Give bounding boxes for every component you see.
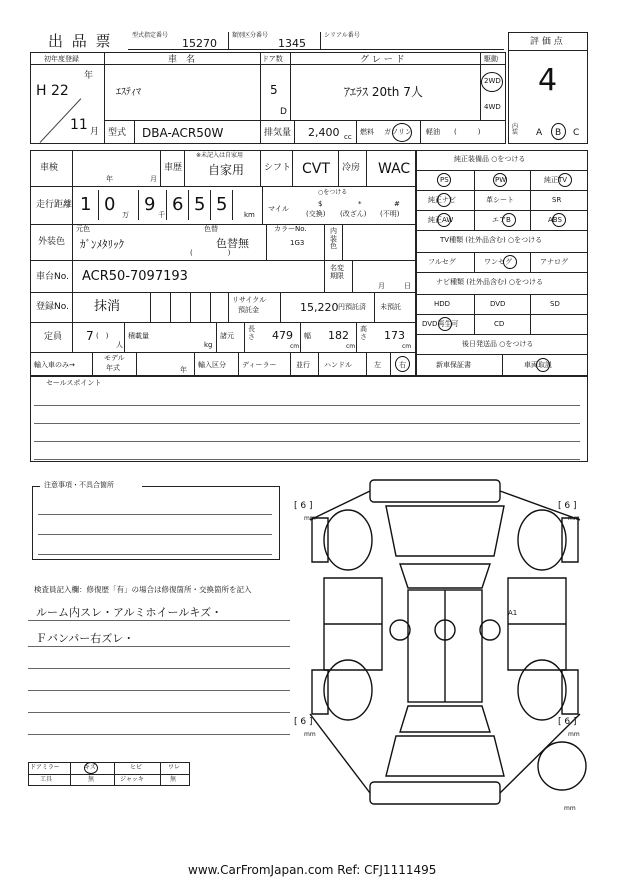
- aw-circle: [437, 213, 451, 227]
- abs-circle: [552, 213, 566, 227]
- serial-label: シリアル番号: [324, 32, 360, 39]
- manual-circle: [536, 358, 550, 372]
- car-name: ｴｽﾃｨﾏ: [116, 87, 141, 98]
- notes-label: 注意事項・不具合箇所: [44, 481, 114, 489]
- width-value: 182: [328, 329, 349, 342]
- first-reg-month: 11: [70, 117, 88, 133]
- score-label: 評 価 点: [530, 37, 563, 47]
- sales-point-label: セールスポイント: [46, 379, 102, 387]
- history-value: 自家用: [208, 163, 245, 177]
- model-year-label-1: モデル: [104, 354, 125, 362]
- fuel-gasoline-circle: [392, 123, 412, 142]
- tire-rr-value: [ 6 ]: [558, 717, 577, 727]
- tire-rl-value: [ 6 ]: [294, 717, 313, 727]
- class-no-value: 1345: [278, 37, 306, 50]
- mileage-digit-3: 9: [144, 194, 156, 215]
- inspection-label: 車検: [40, 163, 59, 173]
- drive-2wd-circle: [481, 72, 503, 92]
- model-cert-value: 15270: [182, 37, 217, 50]
- ps-circle: [437, 173, 451, 187]
- mileage-label: 走行距離: [36, 200, 73, 210]
- form-title: 出 品 票: [48, 32, 113, 50]
- tv-circle: [558, 173, 572, 187]
- navi-circle: [437, 193, 451, 207]
- tv-header: TV種類 (社外品含む) ○をつける: [440, 236, 543, 244]
- displacement-label: 排気量: [264, 128, 292, 138]
- note-line-2: Ｆバンパー右ズレ・: [36, 632, 135, 645]
- history-label: 車歴: [164, 163, 183, 173]
- model-type: DBA-ACR50W: [142, 126, 224, 140]
- fuel-gasoline: ガソリン: [384, 128, 412, 136]
- chassis-value: ACR50-7097193: [82, 269, 188, 284]
- fuel-diesel: 軽油: [426, 128, 440, 136]
- first-reg-era: H 22: [36, 83, 69, 99]
- recycle-label-2: 預託金: [238, 306, 259, 314]
- ac-value: WAC: [378, 161, 411, 177]
- class-no-label: 類別区分番号: [232, 32, 269, 39]
- color-change-value: 色替無: [216, 237, 249, 250]
- registration-value: 抹消: [94, 299, 121, 314]
- grade-value: ｱｴﾗｽ 20th 7人: [344, 85, 423, 99]
- interior-color-label: 内装色: [330, 227, 337, 251]
- notes-box: [32, 486, 280, 560]
- shift-label: シフト: [264, 163, 292, 173]
- color-no-value: 1G3: [290, 239, 305, 247]
- color-label: 外装色: [38, 237, 66, 247]
- score-value: 4: [538, 63, 558, 98]
- first-reg-label: 初年度登録: [44, 55, 79, 63]
- mileage-digit-6: 5: [216, 194, 228, 215]
- tool-circle: [84, 762, 98, 774]
- later-header: 後日発送品 ○をつける: [462, 340, 534, 348]
- dvd-play-circle: [438, 317, 452, 331]
- length-value: 479: [272, 329, 293, 342]
- displacement-value: 2,400: [308, 126, 340, 139]
- note-line-1: ルーム内スレ・アルミホイールキズ・: [36, 606, 223, 619]
- drive-2wd: 2WD: [484, 77, 501, 85]
- car-name-label: 車 名: [168, 55, 196, 65]
- oneseg-circle: [503, 255, 517, 269]
- mileage-digit-1: 1: [80, 194, 92, 215]
- doors-label: ドア数: [262, 55, 283, 63]
- capacity-value: 7: [86, 329, 94, 343]
- mileage-digit-5: 5: [194, 194, 206, 215]
- airbag-circle: [502, 213, 516, 227]
- interior-b-circle: [551, 123, 566, 140]
- not-deposited: 未預託: [380, 303, 401, 311]
- sales-point-box: [30, 376, 588, 462]
- mileage-digit-4: 6: [172, 194, 184, 215]
- shift-value: CVT: [302, 161, 330, 177]
- grade-label: グ レ ー ド: [360, 55, 405, 65]
- damage-code: A1: [508, 609, 518, 617]
- car-diagram: [290, 470, 600, 820]
- model-year-label-2: 年式: [106, 364, 120, 372]
- chassis-label: 車台No.: [36, 272, 69, 282]
- inspector-label: 検査員記入欄：修復歴「有」の場合は修復箇所・交換箇所を記入: [34, 585, 252, 594]
- ac-label: 冷房: [342, 163, 361, 173]
- mileage-digit-2: 0: [104, 194, 116, 215]
- import-only-label: 輸入車のみ→: [34, 361, 75, 369]
- tire-fl-value: [ 6 ]: [294, 501, 313, 511]
- factory-header: 純正装備品 ○をつける: [454, 155, 526, 163]
- registration-label: 登録No.: [36, 302, 69, 312]
- name-change-label: 名変期限: [330, 264, 344, 281]
- pw-circle: [493, 173, 507, 187]
- interior-label: 内装: [512, 123, 519, 136]
- doors-value: 5: [270, 83, 278, 97]
- tire-fr-value: [ 6 ]: [558, 501, 577, 511]
- footer-text: www.CarFromJapan.com Ref: CFJ1111495: [188, 863, 437, 877]
- height-value: 173: [384, 329, 405, 342]
- fuel-label: 燃料: [360, 128, 374, 136]
- capacity-label: 定員: [44, 332, 63, 342]
- drive-label: 駆動: [484, 55, 498, 63]
- handle-right-circle: [395, 356, 410, 372]
- recycle-label-1: リサイクル: [232, 296, 267, 304]
- orig-color-value: ｶﾞﾝﾒﾀﾘｯｸ: [80, 238, 124, 251]
- recycle-amount: 15,220: [300, 301, 339, 314]
- model-cert-label: 型式指定番号: [132, 32, 169, 39]
- nav-header: ナビ種類 (社外品含む) ○をつける: [436, 278, 544, 286]
- drive-4wd: 4WD: [484, 103, 501, 111]
- model-type-label: 型式: [108, 128, 127, 138]
